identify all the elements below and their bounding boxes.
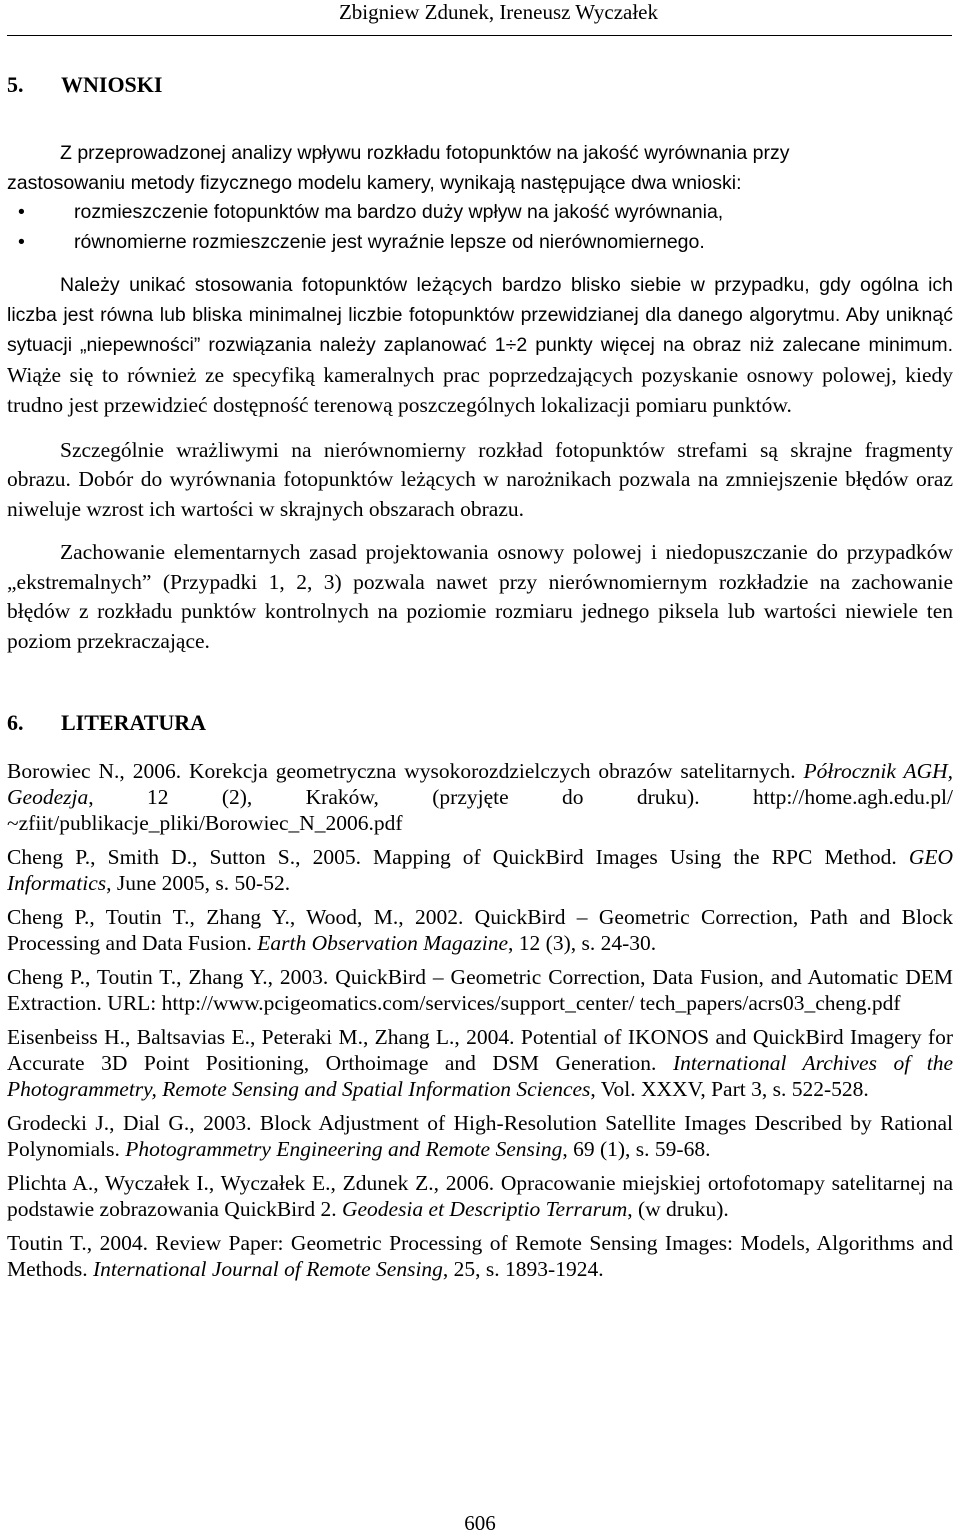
reference-details: , Vol. XXXV, Part 3, s. 522-528. — [590, 1077, 869, 1101]
header-rule — [7, 35, 952, 36]
reference-text: Cheng P., Toutin T., Zhang Y., Wood, M., 2002. QuickBird – Geometric Correction, Path and Block Processing and Data Fusion. — [7, 905, 953, 955]
section-6-number: 6. — [7, 710, 24, 735]
reference-details: , 12 (3), s. 24-30. — [508, 931, 657, 955]
reference-entry — [7, 758, 953, 836]
reference-journal: International Archives of the Photogrammetry, Remote Sensing and Spatial Information Sciences — [7, 1051, 953, 1101]
reference-entry — [7, 904, 953, 956]
section-6-heading — [7, 708, 953, 738]
conclusions-paragraph-1 — [7, 271, 953, 422]
bullet-icon: • — [18, 230, 25, 253]
list-item — [7, 228, 953, 258]
reference-text: Grodecki J., Dial G., 2003. Block Adjustment of High-Resolution Satellite Images Described by Rational Polynomials. — [7, 1111, 953, 1161]
bullet-text: równomierne rozmieszczenie jest wyraźnie lepsze od nierównomiernego. — [74, 230, 705, 253]
reference-details: , (w druku). — [627, 1197, 729, 1221]
section-5-number: 5. — [7, 72, 24, 97]
reference-journal: Photogrammetry Engineering and Remote Sensing — [125, 1137, 563, 1161]
list-item — [7, 198, 953, 228]
conclusions-paragraph-3: Zachowanie elementarnych zasad projektowania osnowy polowej i niedopuszczanie do przypadków „ekstremalnych” (Przypadki 1, 2, 3) pozwala nawet przy nierównomiernym rozkładzie na zachowanie błędów z rozkładu punktów kontrolnych na poziomie rozmiaru jednego piksela lub wartości niewiele ten poziom przekraczające. — [7, 540, 953, 653]
reference-entry — [7, 1230, 953, 1282]
reference-details: , 12 (2), Kraków, (przyjęte do druku). http://home.agh.edu.pl/ ~zfiit/publikacje_pliki/Borowiec_N_2006.pdf — [7, 785, 953, 835]
section-5-heading — [7, 70, 953, 100]
conclusions-paragraph-2: Szczególnie wrażliwymi na nierównomierny rozkład fotopunktów strefami są skrajne fragmenty obrazu. Dobór do wyrównania fotopunktów leżących w narożnikach pozwala na zmniejszenie błędów oraz niweluje wzrost ich wartości w skrajnych obszarach obrazu. — [7, 437, 953, 521]
reference-text: Toutin T., 2004. Review Paper: Geometric Processing of Remote Sensing Images: Models, Algorithms and Methods. — [7, 1231, 953, 1281]
reference-journal: Earth Observation Magazine — [257, 931, 509, 955]
reference-text: Eisenbeiss H., Baltsavias E., Peteraki M., Zhang L., 2004. Potential of IKONOS and QuickBird Imagery for Accurate 3D Point Positioning, Orthoimage and DSM Generation. — [7, 1025, 953, 1075]
paragraph-1-text: Należy unikać stosowania fotopunktów leżących bardzo blisko siebie w przypadku, gdy ogólna ich liczba jest równa lub bliska minimalnej liczbie fotopunktów przewidzianej dla danego algorytmu. Aby uniknąć sytuacji „niepewności” rozwiązania należy zaplanować 1÷2 punkty więcej na obraz niż zalecane minimum. — [7, 274, 953, 356]
bullet-icon: • — [18, 201, 25, 223]
conclusions-list — [7, 198, 953, 257]
reference-journal: International Journal of Remote Sensing — [93, 1257, 443, 1281]
reference-details: , June 2005, s. 50-52. — [106, 871, 291, 895]
references-list — [7, 758, 953, 1282]
reference-text: Cheng P., Toutin T., Zhang Y., 2003. QuickBird – Geometric Correction, Data Fusion, and Automatic DEM Extraction. URL: http://www.pcigeomatics.com/services/support_center/ tech_papers/acrs03_cheng.pdf — [7, 965, 953, 1015]
reference-details: , 25, s. 1893-1924. — [442, 1257, 604, 1281]
reference-text: Plichta A., Wyczałek I., Wyczałek E., Zdunek Z., 2006. Opracowanie miejskiej ortofotomapy satelitarnej na podstawie zobrazowania QuickBird 2. — [7, 1171, 953, 1221]
section-6-title: LITERATURA — [61, 710, 207, 735]
reference-entry — [7, 1024, 953, 1102]
reference-journal: GEO Informatics — [7, 845, 953, 895]
reference-entry — [7, 964, 953, 1016]
reference-details: , 69 (1), s. 59-68. — [562, 1137, 711, 1161]
conclusions-intro-line1: Z przeprowadzonej analizy wpływu rozkładu fotopunktów na jakość wyrównania przy — [60, 142, 790, 164]
paragraph-1-tail: Wiąże się to również ze specyfiką kameralnych prac poprzedzających pozyskanie osnowy polowej, kiedy trudno jest przewidzieć dostępność terenową poszczególnych lokalizacji pomiaru punktów. — [7, 362, 953, 417]
reference-entry — [7, 844, 953, 896]
reference-text: Cheng P., Smith D., Sutton S., 2005. Mapping of QuickBird Images Using the RPC Method. — [7, 845, 909, 869]
bullet-text: rozmieszczenie fotopunktów ma bardzo duży wpływ na jakość wyrównania, — [74, 201, 724, 223]
page-number: 606 — [464, 1511, 496, 1535]
running-header: Zbigniew Zdunek, Ireneusz Wyczałek — [338, 0, 658, 24]
section-5-title: WNIOSKI — [61, 72, 163, 97]
conclusions-intro-line2: zastosowaniu metody fizycznego modelu kamery, wynikają następujące dwa wnioski: — [7, 171, 742, 194]
reference-journal: Geodesia et Descriptio Terrarum — [341, 1197, 628, 1221]
reference-text: Borowiec N., 2006. Korekcja geometryczna wysokorozdzielczych obrazów satelitarnych. — [7, 759, 804, 783]
reference-entry — [7, 1110, 953, 1162]
page-content — [7, 70, 953, 1290]
reference-entry — [7, 1170, 953, 1222]
reference-journal: Półrocznik AGH, Geodezja — [7, 759, 954, 809]
